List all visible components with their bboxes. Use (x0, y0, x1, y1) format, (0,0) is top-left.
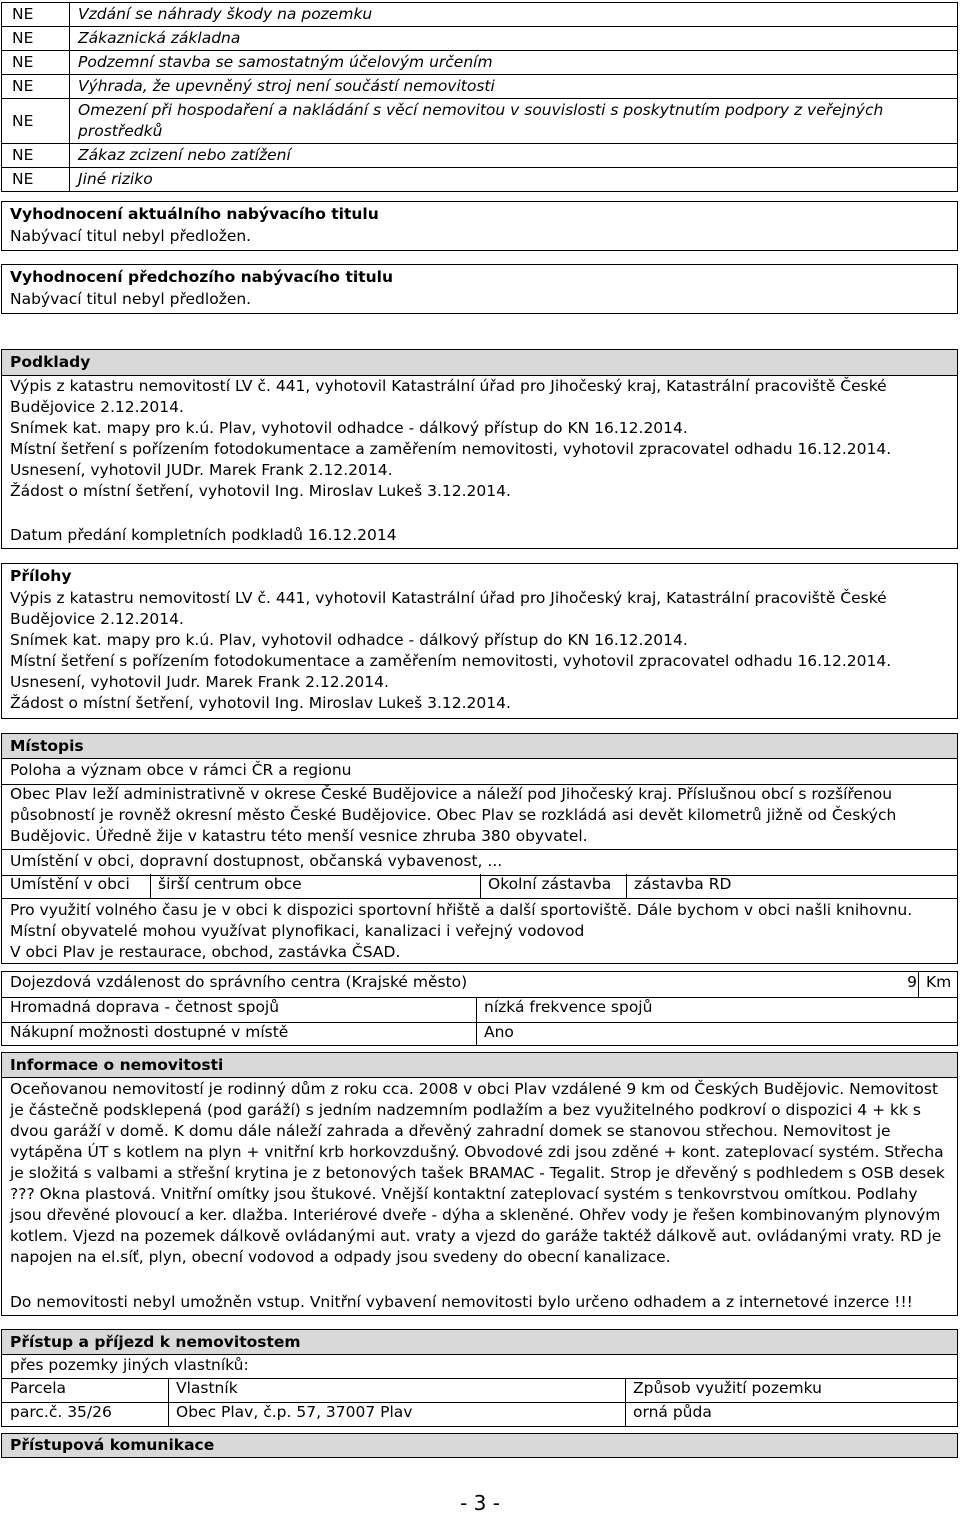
prilohy-line: Místní šetření s pořízením fotodokumentace a zaměřením nemovitosti, vyhotovil zpracovatel odhadu 16.12.2014. (10, 652, 892, 670)
informace-line: napojen na el.síť, plyn, obecní vodovod a odpady jsou svedeny do obecní kanalizace. (10, 1248, 671, 1266)
poloha-line: Obec Plav leží administrativně v okrese České Budějovice a náleží pod Jihočeský kraj. Příslušnou obcí s rozšířenou (10, 785, 893, 803)
cell-vlastnik: Obec Plav, č.p. 57, 37007 Plav (168, 1402, 625, 1426)
current-title-section (1, 201, 958, 251)
prilohy-line: Usnesení, vyhotovil Judr. Marek Frank 2.12.2014. (10, 673, 389, 691)
poloha-line: působností je rovněž okresní město České Budějovice. Obec Plav se rozkládá asi devět kilometrů jižně od Českých (10, 806, 897, 824)
vybavenost-line: V obci Plav je restaurace, obchod, zastávka ČSAD. (10, 943, 401, 961)
current-title-heading: Vyhodnocení aktuálního nabývacího titulu (10, 205, 379, 223)
vybavenost-line: Pro využití volného času je v obci k dispozici sportovní hřiště a další sportoviště. Dále bychom v obci našli knihovnu. (10, 901, 913, 919)
umisteni-key: Umístění v obci (10, 875, 130, 893)
vzdalenost-unit: Km (918, 972, 959, 997)
risk-row (2, 168, 958, 192)
risk-text: Jiné riziko (70, 168, 958, 192)
risk-flag: NE (2, 27, 70, 51)
podklady-line: Usnesení, vyhotovil JUDr. Marek Frank 2.12.2014. (10, 461, 393, 479)
risk-text: Podzemní stavba se samostatným účelovým určením (70, 51, 958, 75)
previous-title-heading: Vyhodnocení předchozího nabývacího titulu (10, 268, 393, 286)
pristup-section (1, 1329, 958, 1427)
table-row (2, 1402, 957, 1426)
risk-row (2, 27, 958, 51)
prilohy-list (10, 588, 949, 714)
prilohy-line: Budějovice 2.12.2014. (10, 610, 184, 628)
risk-row (2, 144, 958, 168)
podklady-section (1, 349, 958, 549)
risk-text: Omezení při hospodaření a nakládání s věcí nemovitou v souvislosti s poskytnutím podpory z veřejných prostředků (70, 99, 958, 144)
podklady-list (10, 376, 949, 502)
podklady-line: Místní šetření s pořízením fotodokumentace a zaměřením nemovitosti, vyhotovil zpracovatel odhadu 16.12.2014. (10, 440, 892, 458)
cell-parcela: parc.č. 35/26 (10, 1403, 112, 1421)
podklady-line: Výpis z katastru nemovitostí LV č. 441, vyhotovil Katastrální úřad pro Jihočeský kraj, Katastrální pracoviště České (10, 377, 887, 395)
nakup-value: Ano (476, 1022, 959, 1046)
umisteni-row (2, 874, 957, 899)
col-zpusob: Způsob využití pozemku (625, 1378, 959, 1402)
vzdalenost-value: 9 (907, 973, 917, 991)
poloha-line: Budějovic. Úředně žije v katastru této menší vesnice zhruba 380 obyvatel. (10, 827, 588, 845)
col-parcela: Parcela (10, 1379, 67, 1397)
risk-text: Vzdání se náhrady škody na pozemku (70, 3, 958, 27)
informace-line: jsou dřevěné plovoucí a ker. dlažba. Interiérové dveře - dýha a skleněné. Ohřev vody je řešen kombinovaným plynovým (10, 1206, 941, 1224)
previous-title-text: Nabývací titul nebyl předložen. (10, 290, 252, 308)
informace-heading: Informace o nemovitosti (10, 1056, 224, 1074)
informace-line: kotlem. Vjezd na pozemek dálkově ovládanými aut. vraty a vjezd do garáže taktéž dálkově aut. ovládanými vraty. RD je (10, 1227, 942, 1245)
risk-text: Výhrada, že upevněný stroj není součástí nemovitosti (70, 75, 958, 99)
doprava-section (1, 971, 958, 1046)
risk-flag: NE (2, 99, 70, 144)
podklady-heading: Podklady (10, 353, 91, 371)
vybavenost-text (10, 900, 949, 963)
mistopis-section (1, 733, 958, 964)
risk-row (2, 3, 958, 27)
umisteni-label: Umístění v obci, dopravní dostupnost, občanská vybavenost, ... (10, 852, 503, 870)
risk-flag: NE (2, 51, 70, 75)
vybavenost-line: Místní obyvatelé mohou využívat plynofikaci, kanalizaci i veřejný vodovod (10, 922, 585, 940)
page-number: - 3 - (460, 1491, 500, 1515)
risk-flag: NE (2, 168, 70, 192)
podklady-line: Žádost o místní šetření, vyhotovil Ing. Miroslav Lukeš 3.12.2014. (10, 482, 511, 500)
mistopis-heading: Místopis (10, 737, 84, 755)
risk-table (1, 2, 958, 192)
zastavba-value: zástavba RD (626, 874, 959, 898)
informace-line: ??? Okna plastová. Vnitřní omítky jsou štukové. Vnější kontaktní zateplovací systém s tenkovrstvou omítkou. Podlahy (10, 1185, 918, 1203)
hromadna-label: Hromadná doprava - četnost spojů (10, 998, 280, 1016)
current-title-text: Nabývací titul nebyl předložen. (10, 227, 252, 245)
prilohy-line: Snímek kat. mapy pro k.ú. Plav, vyhotovil odhadce - dálkový přístup do KN 16.12.2014. (10, 631, 688, 649)
komunikace-section (1, 1433, 958, 1458)
zastavba-key: Okolní zástavba (480, 874, 626, 898)
komunikace-heading: Přístupová komunikace (10, 1436, 215, 1454)
informace-line: je částečně podsklepená (pod garáží) s jedním nadzemním podlažím a bez využitelného podkroví o dispozici 4 + kk s (10, 1101, 921, 1119)
pristup-heading: Přístup a příjezd k nemovitostem (10, 1333, 301, 1351)
vzdalenost-label: Dojezdová vzdálenost do správního centra (Krajské město) (10, 973, 468, 991)
previous-title-section (1, 264, 958, 314)
prilohy-section (1, 563, 958, 719)
nakup-label: Nákupní možnosti dostupné v místě (10, 1023, 289, 1041)
prilohy-line: Žádost o místní šetření, vyhotovil Ing. Miroslav Lukeš 3.12.2014. (10, 694, 511, 712)
col-vlastnik: Vlastník (168, 1378, 625, 1402)
informace-section (1, 1052, 958, 1316)
podklady-date: Datum předání kompletních podkladů 16.12.2014 (10, 526, 397, 544)
prilohy-line: Výpis z katastru nemovitostí LV č. 441, vyhotovil Katastrální úřad pro Jihočeský kraj, Katastrální pracoviště České (10, 589, 887, 607)
pristup-sub: přes pozemky jiných vlastníků: (10, 1356, 249, 1374)
risk-text: Zákaznická základna (70, 27, 958, 51)
pristup-header-row (2, 1378, 957, 1403)
poloha-label: Poloha a význam obce v rámci ČR a regionu (10, 761, 352, 779)
risk-row (2, 75, 958, 99)
risk-flag: NE (2, 75, 70, 99)
risk-flag: NE (2, 3, 70, 27)
informace-line: je složitá s valbami a střešní krytina je z betonových tašek BRAMAC - Tegalit. Strop je dřevěný s podhledem s OSB desek (10, 1164, 945, 1182)
poloha-text (10, 784, 949, 847)
umisteni-value: širší centrum obce (150, 874, 480, 898)
informace-line: dvou garáží v domě. K domu dále náleží zahrada a dřevěný zahradní domek se stanovou střechou. Nemovitost je (10, 1122, 891, 1140)
podklady-line: Budějovice 2.12.2014. (10, 398, 184, 416)
informace-text (10, 1079, 949, 1268)
hromadna-value: nízká frekvence spojů (476, 997, 959, 1022)
informace-note: Do nemovitosti nebyl umožněn vstup. Vnitřní vybavení nemovitosti bylo určeno odhadem a z internetové inzerce !!! (10, 1293, 913, 1311)
risk-flag: NE (2, 144, 70, 168)
risk-text: Zákaz zcizení nebo zatížení (70, 144, 958, 168)
informace-line: vytápěna ÚT s kotlem na plyn + vnitřní krb horkovzdušný. Obvodové zdi jsou zděné + kont. zateplovací systém. Střecha (10, 1143, 944, 1161)
risk-row (2, 51, 958, 75)
informace-line: Oceňovanou nemovitostí je rodinný dům z roku cca. 2008 v obci Plav vzdálené 9 km od Českých Budějovic. Nemovitost (10, 1080, 939, 1098)
podklady-line: Snímek kat. mapy pro k.ú. Plav, vyhotovil odhadce - dálkový přístup do KN 16.12.2014. (10, 419, 688, 437)
prilohy-heading: Přílohy (10, 567, 72, 585)
risk-row (2, 99, 958, 144)
cell-zpusob: orná půda (625, 1402, 959, 1426)
